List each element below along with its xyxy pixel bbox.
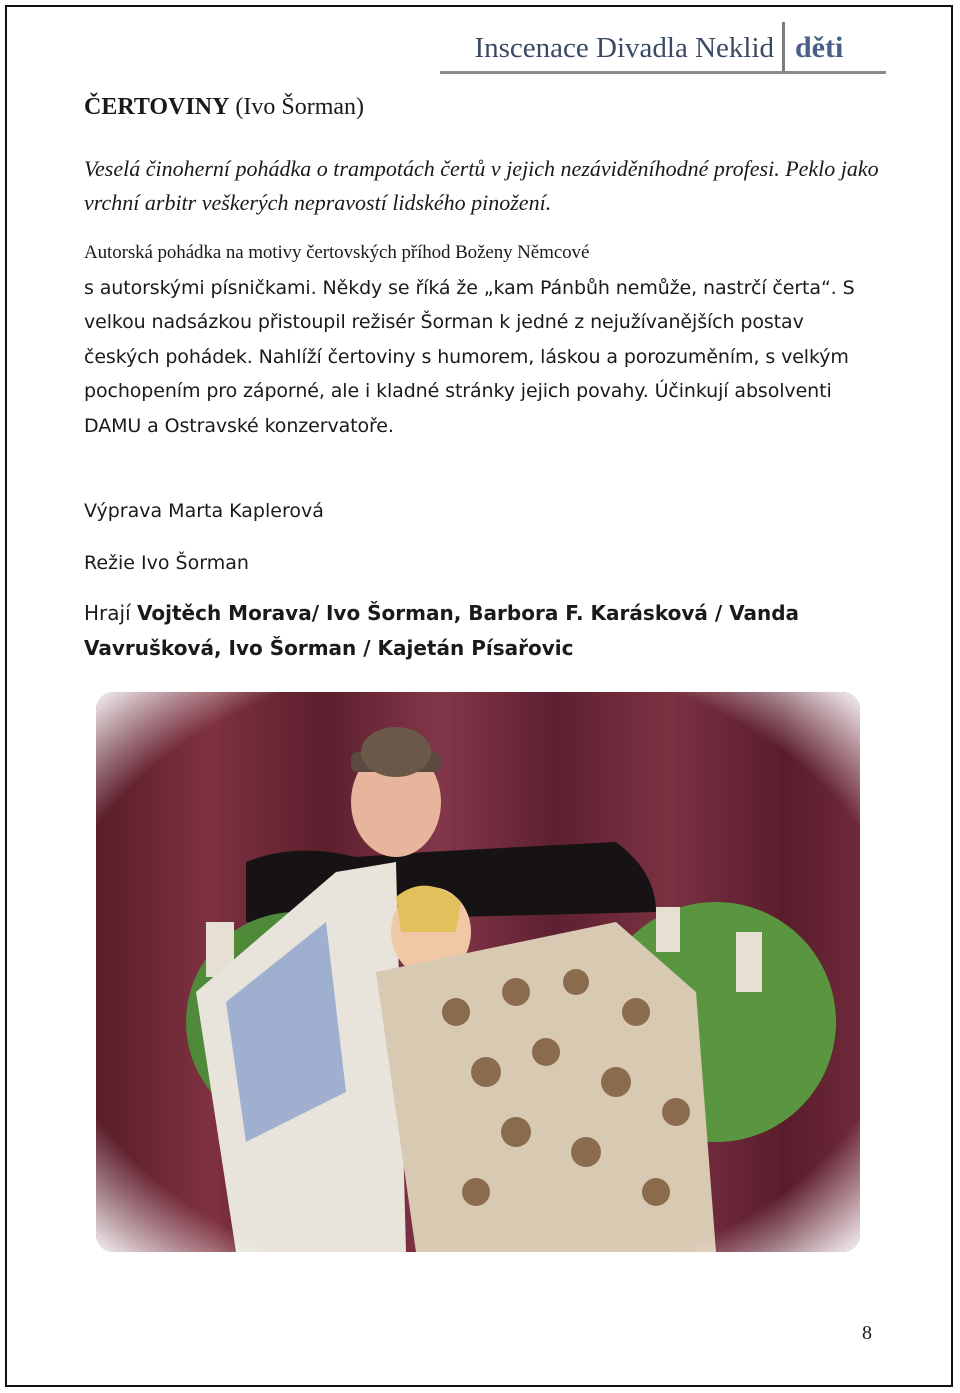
cast-label: Hrají <box>84 601 137 625</box>
cast-list <box>84 596 884 666</box>
header-separator <box>782 22 785 72</box>
play-tagline: Veselá činoherní pohádka o trampotách čertů v jejich nezáviděníhodné profesi. Peklo jako vrchní arbitr veškerých nepravostí lidského pinožení. <box>84 156 879 215</box>
running-header <box>440 28 886 72</box>
stage-photo-icon <box>96 692 860 1252</box>
article <box>84 92 884 443</box>
header-title: Inscenace Divadla Neklid <box>474 32 774 64</box>
play-title <box>84 92 884 122</box>
credit-direction: Režie Ivo Šorman <box>84 552 249 574</box>
stage-photo <box>96 692 860 1252</box>
description-body: s autorskými písničkami. Někdy se říká že „kam Pánbůh nemůže, nastrčí čerta“. S velkou nadsázkou přistoupil režisér Šorman k jedné z nejužívanějších postav českých pohádek. Nahlíží čertoviny s humorem, láskou a porozuměním, s velkým pochopením pro záporné, ale i kladné stránky jejich povahy. Účinkují absolventi DAMU a Ostravské konzervatoře. <box>84 276 855 437</box>
description-line1: Autorská pohádka na motivy čertovských příhod Boženy Němcové <box>84 242 590 263</box>
page-number: 8 <box>862 1322 872 1344</box>
credit-design: Výprava Marta Kaplerová <box>84 500 324 522</box>
header-rule <box>440 71 886 74</box>
play-title-name: ČERTOVINY <box>84 94 230 120</box>
header-accent-word: děti <box>795 31 844 64</box>
play-author: (Ivo Šorman) <box>229 94 365 120</box>
cast-names: Vojtěch Morava/ Ivo Šorman, Barbora F. Karásková / Vanda Vavrušková, Ivo Šorman / Kajetán Písařovic <box>84 601 800 660</box>
